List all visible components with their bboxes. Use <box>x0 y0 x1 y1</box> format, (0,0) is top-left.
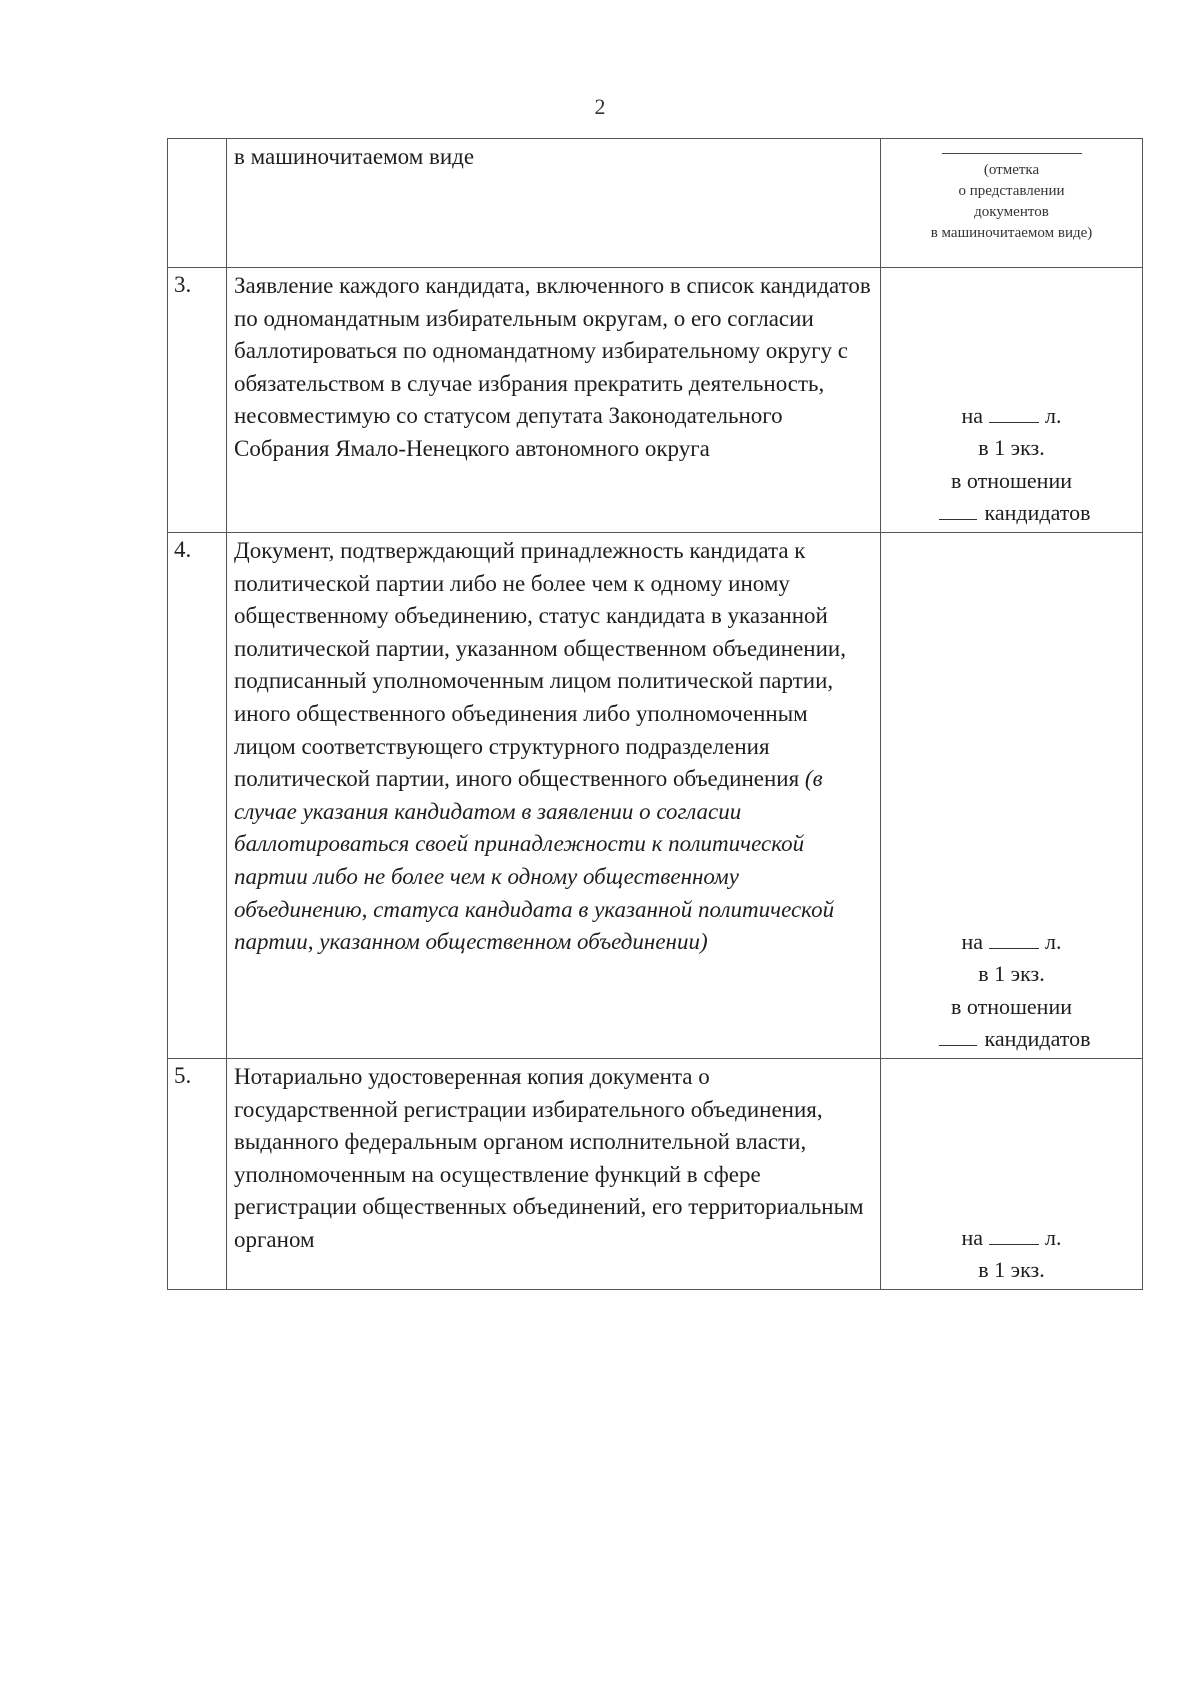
row-mark-cell <box>881 139 1142 267</box>
row-description: в машиночитаемом виде <box>227 139 881 267</box>
table-row <box>168 533 1142 1059</box>
pages-blank[interactable] <box>989 1243 1039 1245</box>
documents-table <box>167 138 1143 1290</box>
row-number: 3. <box>168 268 227 532</box>
candidates-count: кандидатов <box>881 1023 1142 1056</box>
machine-readable-note: (отметка о представлении документов в машиночитаемом виде) <box>930 162 1093 241</box>
row-mark-cell <box>881 268 1142 532</box>
row-description: Документ, подтверждающий принадлежность кандидата к политической партии либо не более чем к одному иному общественному объединению, статус кандидата в указанной политической партии, указанном общественном объединении, подписанный уполномоченным лицом политической партии, иного общественного объединения либо уполномоченным лицом соответствующего структурного подразделения политической партии, иного общественного объединения (в случае указания кандидатом в заявлении о согласии баллотироваться своей принадлежности к политической партии либо не более чем к одному общественному объединению, статуса кандидата в указанной политической партии, указанном общественном объединении) <box>227 533 881 1058</box>
copies-count: в 1 экз. <box>978 435 1045 461</box>
table-row <box>168 1059 1142 1289</box>
row-description: Заявление каждого кандидата, включенного в список кандидатов по одномандатным избирательным округам, о его согласии баллотироваться по одномандатному избирательному округу с обязательством в случае избрания прекратить деятельность, несовместимую со статусом депутата Законодательного Собрания Ямало-Ненецкого автономного округа <box>227 268 881 532</box>
pages-count: на л. <box>961 402 1062 428</box>
candidates-count: кандидатов <box>881 497 1142 530</box>
table-row <box>168 139 1142 268</box>
copies-count: в 1 экз. <box>978 1257 1045 1283</box>
row-note-italic: (в случае указания кандидатом в заявлении о согласии баллотироваться своей принадлежности к политической партии либо не более чем к одному общественному объединению, статуса кандидата в указанной политической партии, указанном общественном объединении) <box>234 766 835 955</box>
row-number: 4. <box>168 533 227 1058</box>
pages-blank[interactable] <box>989 947 1039 949</box>
copies-count: в 1 экз. <box>978 961 1045 987</box>
pages-count: на л. <box>961 1224 1062 1250</box>
relation-label: в отношении <box>950 467 1072 493</box>
table-row <box>168 268 1142 533</box>
row-number: 5. <box>168 1059 227 1289</box>
page-number: 2 <box>594 94 606 119</box>
row-mark-cell <box>881 1059 1142 1289</box>
pages-count: на л. <box>961 928 1062 954</box>
row-number <box>168 139 227 267</box>
relation-label: в отношении <box>950 993 1072 1019</box>
candidates-blank[interactable] <box>939 1044 977 1046</box>
candidates-blank[interactable] <box>939 518 977 520</box>
row-mark-cell <box>881 533 1142 1058</box>
row-description: Нотариально удостоверенная копия документа о государственной регистрации избирательного объединения, выданного федеральным органом исполнительной власти, уполномоченным на осуществление функций в сфере регистрации общественных объединений, его территориальным органом <box>227 1059 881 1289</box>
signature-line <box>942 153 1082 154</box>
pages-blank[interactable] <box>989 421 1039 423</box>
